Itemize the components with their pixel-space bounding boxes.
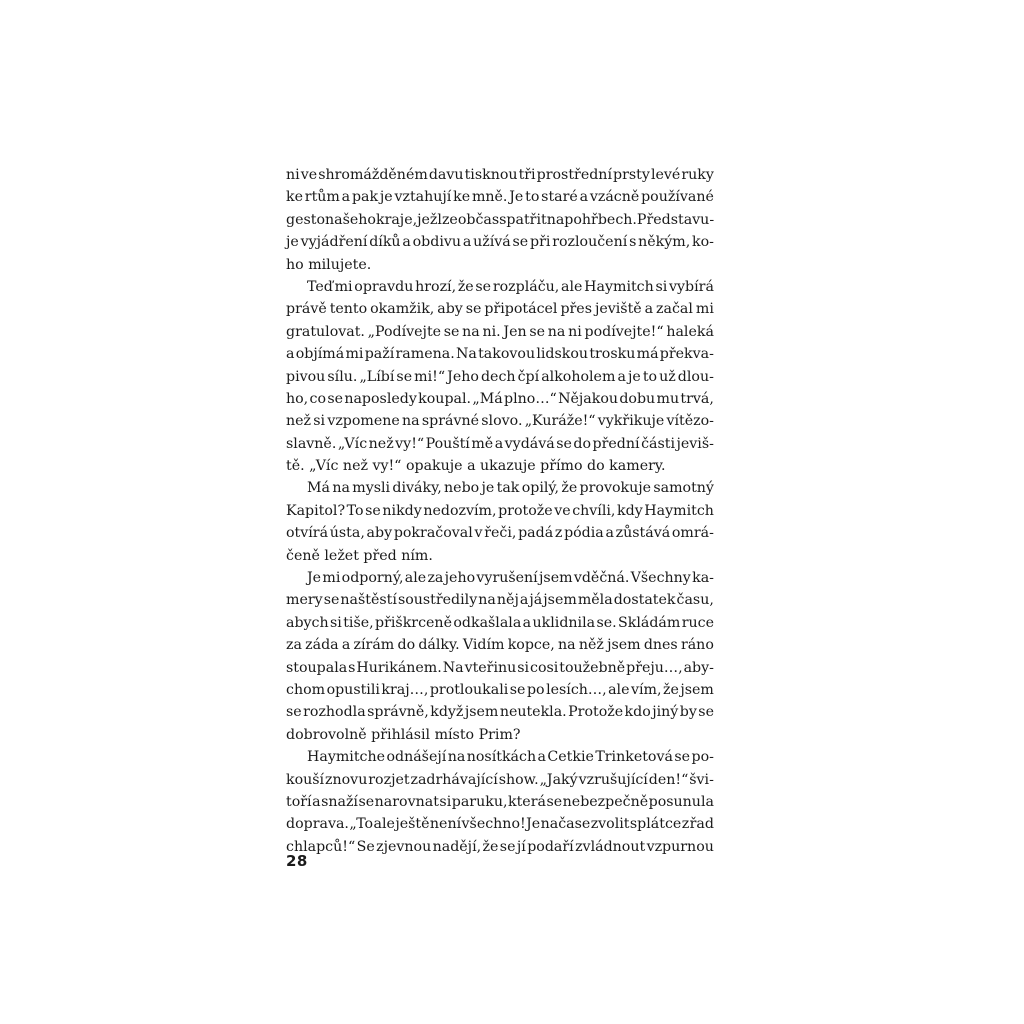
paragraph xyxy=(286,567,714,746)
text-line: za záda a zírám do dálky. Vidím kopce, na něž jsem dnes ráno xyxy=(286,637,714,654)
text-line: než si vzpomene na správné slovo. „Kuráže!“ vykřikuje vítězo- xyxy=(286,413,714,430)
paragraph xyxy=(286,746,714,858)
text-line: Kapitol? To se nikdy nedozvím, protože ve chvíli, kdy Haymitch xyxy=(286,502,714,519)
text-line: a objímá mi paží ramena. Na takovou lidskou trosku má překva- xyxy=(286,346,714,363)
text-line: ke rtům a pak je vztahují ke mně. Je to staré a vzácně používané xyxy=(286,189,714,206)
text-line: ho milujete. xyxy=(286,256,372,273)
paragraph xyxy=(286,477,714,567)
paragraph xyxy=(286,164,714,276)
body-text xyxy=(286,164,714,858)
text-line: abych si tiše, přiškrceně odkašlala a uklidnila se. Skládám ruce xyxy=(286,614,714,631)
text-line: slavně. „Víc než vy!“ Pouští mě a vydává se do přední části jeviš- xyxy=(286,435,714,452)
text-line: doprava. „To ale ještě není všechno! Je načase zvolit splátce z řad xyxy=(286,816,714,833)
text-line: ni ve shromážděném davu tisknou tři prostřední prsty levé ruky xyxy=(286,167,714,183)
text-line: Je mi odporný, ale za jeho vyrušení jsem vděčná. Všechny ka- xyxy=(307,570,714,587)
text-line: chom opustili kraj…, protloukali se po lesích…, ale vím, že jsem xyxy=(286,681,714,698)
text-line: dobrovolně přihlásil místo Prim? xyxy=(286,726,521,743)
text-line: se rozhodla správně, když jsem neutekla. Protože kdo jiný by se xyxy=(286,704,714,721)
text-line: tě. „Víc než vy!“ opakuje a ukazuje přímo do kamery. xyxy=(286,458,666,475)
text-line: kouší znovu rozjet zadrhávající show. „Jaký vzrušující den!“ švi- xyxy=(286,771,714,788)
text-line: Haymitche odnášejí na nosítkách a Cetkie Trinketová se po- xyxy=(307,749,714,766)
text-line: pivou sílu. „Líbí se mi!“ Jeho dech čpí alkoholem a je to už dlou- xyxy=(286,368,714,385)
text-line: je vyjádření díků a obdivu a užívá se při rozloučení s někým, ko- xyxy=(286,234,714,251)
page-number: 28 xyxy=(286,852,308,870)
text-line: mery se naštěstí soustředily na něj a já jsem měla dostatek času, xyxy=(286,592,714,609)
text-line: chlapců!“ Se zjevnou nadějí, že se jí podaří zvládnout vzpurnou xyxy=(286,838,714,855)
text-line: gesto našeho kraje, jež lze občas spatřit na pohřbech. Představu- xyxy=(286,211,715,228)
text-line: ho, co se naposledy koupal. „Má plno…“ Nějakou dobu mu trvá, xyxy=(286,390,714,407)
text-line: toří a snaží se narovnat si paruku, která se nebezpečně posunula xyxy=(286,793,714,810)
paragraph xyxy=(286,276,714,478)
text-line: právě tento okamžik, aby se připotácel přes jeviště a začal mi xyxy=(286,301,714,318)
text-line: otvírá ústa, aby pokračoval v řeči, padá z pódia a zůstává omrá- xyxy=(286,525,714,542)
text-line: stoupala s Hurikánem. Na vteřinu si cosi toužebně přeju…, aby- xyxy=(286,659,714,676)
text-line: gratulovat. „Podívejte se na ni. Jen se na ni podívejte!“ haleká xyxy=(286,323,714,340)
text-line: Teď mi opravdu hrozí, že se rozpláču, ale Haymitch si vybírá xyxy=(307,278,714,295)
text-line: čeně ležet před ním. xyxy=(286,547,433,564)
text-line: Má na mysli diváky, nebo je tak opilý, že provokuje samotný xyxy=(307,480,714,497)
